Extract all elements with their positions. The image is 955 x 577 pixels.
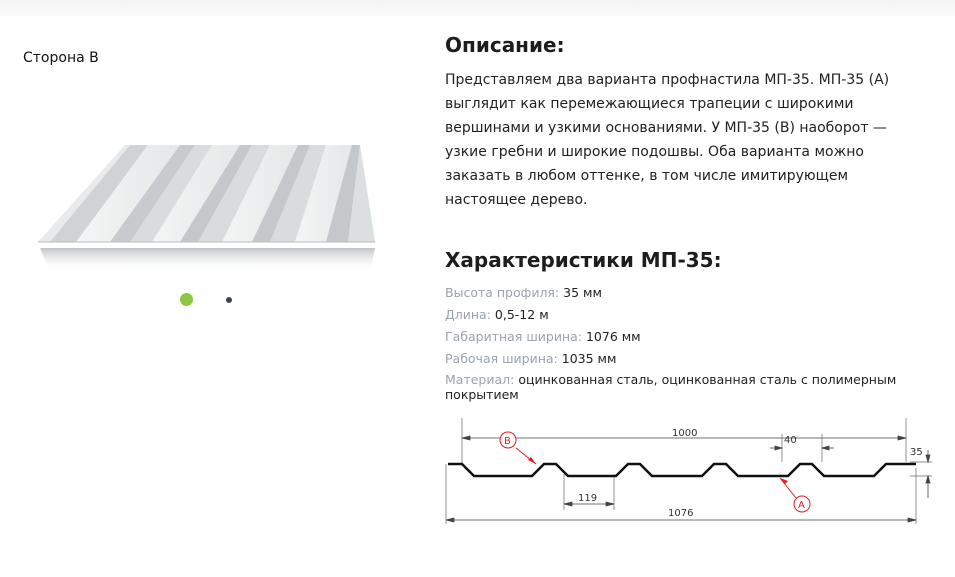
corrugated-sheet-icon (30, 130, 385, 280)
specs-title: Характеристики МП-35: (445, 248, 722, 272)
specs-list (445, 284, 935, 407)
spec-value: 1035 мм (561, 351, 617, 366)
description-line: Представляем два варианта профнастила МП-35. МП-35 (А) (445, 72, 890, 88)
dim-119: 119 (578, 493, 598, 504)
dim-1000: 1000 (672, 428, 698, 439)
dim-35: 35 (910, 447, 923, 458)
gallery-dot-2[interactable] (226, 297, 232, 303)
gallery-side-label: Сторона В (23, 50, 99, 66)
description-line: вершинами и узкими основаниями. У МП-35 (В) наоборот — (445, 120, 887, 136)
description-line: выглядит как перемежающиеся трапеции с широкими (445, 96, 854, 112)
gallery-dot-1[interactable] (180, 293, 193, 306)
spec-row-length (445, 306, 935, 323)
description-line: настоящее дерево. (445, 192, 588, 208)
spec-row-overall-width (445, 328, 935, 345)
spec-value-continued: покрытием (445, 387, 519, 402)
profile-drawing (440, 412, 940, 530)
gallery-pagination (180, 293, 240, 307)
marker-a: A (798, 500, 805, 511)
profile-cross-section-diagram (440, 412, 940, 530)
top-bar (0, 0, 955, 20)
spec-key: Габаритная ширина: (445, 329, 582, 344)
profile-sheet-image (30, 130, 385, 280)
dim-40: 40 (784, 435, 797, 446)
spec-row-height (445, 284, 935, 301)
spec-value: оцинкованная сталь, оцинкованная сталь с полимерным (518, 372, 897, 387)
spec-key: Длина: (445, 307, 491, 322)
spec-value: 0,5-12 м (494, 307, 549, 322)
marker-b: B (504, 436, 511, 447)
spec-key: Рабочая ширина: (445, 351, 558, 366)
spec-row-material (445, 372, 935, 402)
description-text (445, 68, 925, 212)
spec-key: Высота профиля: (445, 285, 560, 300)
spec-value: 1076 мм (585, 329, 641, 344)
spec-key: Материал: (445, 372, 515, 387)
description-line: заказать в любом оттенке, в том числе имитирующем (445, 168, 849, 184)
dim-1076: 1076 (668, 508, 694, 519)
description-title: Описание: (445, 33, 565, 57)
spec-row-working-width (445, 350, 935, 367)
description-line: узкие гребни и широкие подошвы. Оба варианта можно (445, 144, 864, 160)
spec-value: 35 мм (563, 285, 602, 300)
